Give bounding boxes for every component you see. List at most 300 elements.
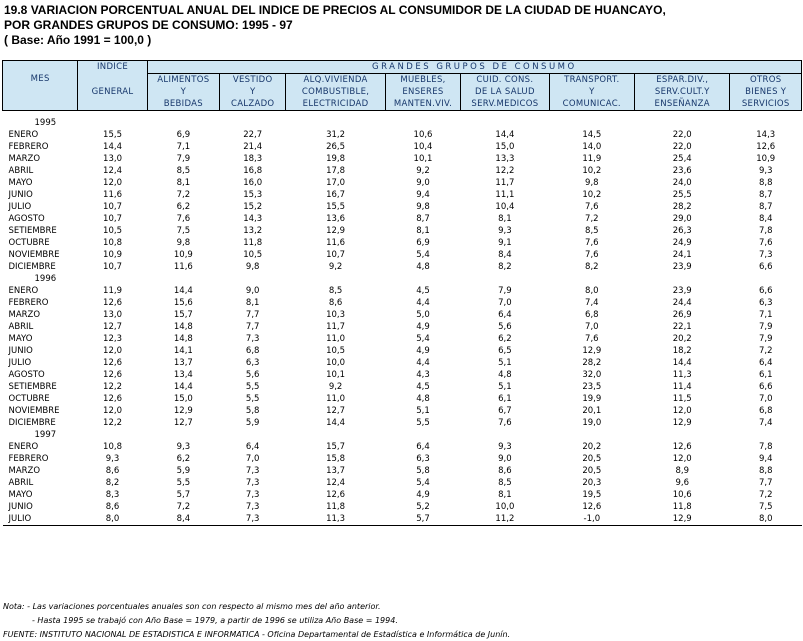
month-cell: DICIEMBRE (8, 418, 56, 428)
value-cell: 5,7 (176, 490, 191, 500)
value-cell: 5,9 (245, 418, 260, 428)
value-cell: 7,7 (758, 478, 773, 488)
value-cell: 10,9 (103, 250, 122, 260)
value-cell: 8,7 (416, 214, 430, 224)
value-cell: 24,0 (672, 178, 692, 188)
table-row (3, 237, 802, 249)
value-cell: 8,5 (328, 286, 343, 296)
month-cell: NOVIEMBRE (8, 406, 60, 416)
value-cell: 11,2 (461, 513, 549, 526)
value-cell: 6,9 (416, 238, 430, 248)
value-cell: 14,5 (582, 130, 602, 140)
table-row (3, 477, 802, 489)
value-cell: 10,7 (103, 262, 122, 272)
value-cell: 7,3 (245, 334, 260, 344)
value-cell: 11,8 (243, 238, 263, 248)
value-cell: 10,1 (413, 154, 433, 164)
value-cell: 16,7 (326, 190, 346, 200)
value-cell: 19,8 (326, 154, 346, 164)
month-cell: AGOSTO (8, 214, 45, 224)
value-cell: 7,6 (176, 214, 191, 224)
value-cell: 11,3 (672, 370, 692, 380)
month-cell: ENERO (8, 442, 39, 452)
value-cell: 6,1 (758, 370, 773, 380)
value-cell: 20,5 (582, 466, 602, 476)
value-cell: 6,8 (585, 310, 599, 320)
value-cell: 9,3 (498, 226, 512, 236)
value-cell: 25,5 (672, 190, 692, 200)
month-cell: MAYO (8, 178, 33, 188)
value-cell: 8,9 (675, 466, 689, 476)
header-group-line: MUEBLES, (400, 75, 446, 85)
year-label: 1995 (34, 118, 57, 128)
table-row (3, 489, 802, 501)
month-cell: JULIO (8, 202, 32, 212)
table-row (3, 513, 802, 526)
header-group-line: BEBIDAS (163, 99, 203, 109)
month-cell: OCTUBRE (8, 394, 50, 404)
value-cell: 10,9 (756, 154, 776, 164)
value-cell: 7,9 (498, 286, 512, 296)
value-cell: 8,6 (105, 466, 120, 476)
header-group-line: COMBUSTIBLE, (301, 87, 370, 97)
value-cell: 20,5 (582, 454, 602, 464)
value-cell: 5,6 (245, 370, 260, 380)
header-group-0 (147, 74, 219, 111)
value-cell: 7,9 (758, 334, 773, 344)
value-cell: 10,9 (173, 250, 193, 260)
table-row (3, 453, 802, 465)
header-group-6 (635, 74, 730, 111)
value-cell: 7,7 (245, 310, 260, 320)
value-cell: 7,6 (585, 238, 599, 248)
value-cell: 12,7 (326, 406, 346, 416)
value-cell: 10,6 (413, 130, 433, 140)
value-cell: 12,6 (672, 442, 692, 452)
value-cell: 31,2 (326, 130, 346, 140)
value-cell: 12,2 (495, 166, 515, 176)
value-cell: 7,3 (245, 502, 260, 512)
value-cell: 5,9 (176, 466, 191, 476)
value-cell: 5,8 (245, 406, 260, 416)
table-row (3, 405, 802, 417)
value-cell: 10,5 (103, 226, 122, 236)
header-group-line: MANTEN.VIV. (393, 99, 453, 109)
value-cell: 10,4 (413, 142, 433, 152)
value-cell: 22,0 (672, 130, 692, 140)
value-cell: 13,3 (495, 154, 515, 164)
value-cell: 8,2 (498, 262, 512, 272)
value-cell: 6,4 (416, 442, 430, 452)
header-grandes-grupos: GRANDES GRUPOS DE CONSUMO (147, 61, 801, 74)
value-cell: 16,0 (243, 178, 263, 188)
value-cell: 26,5 (326, 142, 346, 152)
value-cell: 5,4 (416, 334, 430, 344)
header-group-4 (461, 74, 549, 111)
value-cell: 20,2 (582, 442, 602, 452)
header-group-line: BIENES Y (745, 87, 787, 97)
value-cell: 8,1 (416, 226, 430, 236)
value-cell: 6,2 (176, 454, 191, 464)
header-group-line: VESTIDO (232, 75, 273, 85)
value-cell: 26,9 (672, 310, 692, 320)
value-cell: 8,2 (105, 478, 120, 488)
value-cell: 8,0 (585, 286, 599, 296)
value-cell: 7,2 (758, 490, 773, 500)
header-group-line: DE LA SALUD (474, 87, 535, 97)
value-cell: 11,6 (103, 190, 122, 200)
value-cell: 11,3 (286, 513, 385, 526)
value-cell: 11,5 (672, 394, 692, 404)
value-cell: 9,8 (585, 178, 599, 188)
month-cell: JUNIO (8, 502, 33, 512)
month-cell: MARZO (8, 466, 41, 476)
value-cell: 4,8 (416, 262, 430, 272)
value-cell: 8,1 (245, 298, 260, 308)
table-base-note: ( Base: Año 1991 = 100,0 ) (4, 33, 152, 47)
value-cell: 7,4 (758, 418, 773, 428)
value-cell: 9,1 (498, 238, 512, 248)
value-cell: 22,1 (672, 322, 692, 332)
value-cell: 10,4 (495, 202, 515, 212)
note-line-1: Nota: - Las variaciones porcentuales anuales son con respecto al mismo mes del año anterior. (3, 602, 381, 611)
value-cell: 9,8 (176, 238, 191, 248)
value-cell: 7,8 (758, 226, 773, 236)
value-cell: 4,4 (416, 298, 430, 308)
value-cell: 10,0 (326, 358, 346, 368)
value-cell: 12,0 (103, 178, 122, 188)
month-cell: FEBRERO (8, 454, 49, 464)
value-cell: 13,7 (173, 358, 193, 368)
value-cell: 17,8 (326, 166, 346, 176)
value-cell: 28,2 (582, 358, 602, 368)
month-cell: ENERO (8, 286, 39, 296)
value-cell: 14,4 (173, 286, 193, 296)
value-cell: 20,3 (582, 478, 602, 488)
value-cell: 14,4 (672, 358, 692, 368)
value-cell: 8,8 (758, 178, 773, 188)
month-cell: AGOSTO (8, 370, 45, 380)
month-cell: ABRIL (8, 478, 34, 488)
table-row (3, 297, 802, 309)
value-cell: 13,0 (103, 154, 122, 164)
header-group-line: SERV.CULT.Y (654, 87, 710, 97)
value-cell: 12,9 (672, 418, 692, 428)
value-cell: 6,6 (758, 262, 773, 272)
month-cell: MARZO (8, 154, 41, 164)
value-cell: 10,5 (243, 250, 263, 260)
value-cell: 14,4 (495, 130, 515, 140)
value-cell: 6,5 (498, 346, 512, 356)
value-cell: 17,0 (326, 178, 346, 188)
value-cell: 15,5 (326, 202, 346, 212)
value-cell: 7,5 (758, 502, 773, 512)
value-cell: 12,6 (103, 298, 122, 308)
value-cell: 9,2 (328, 262, 343, 272)
value-cell: 6,2 (176, 202, 191, 212)
table-row (3, 309, 802, 321)
month-cell: DICIEMBRE (8, 262, 56, 272)
value-cell: 24,1 (672, 250, 692, 260)
value-cell: 12,6 (326, 490, 346, 500)
month-cell: ABRIL (8, 322, 34, 332)
value-cell: 13,7 (326, 466, 346, 476)
value-cell: 12,9 (582, 346, 602, 356)
value-cell: 13,4 (173, 370, 193, 380)
value-cell: 12,3 (103, 334, 122, 344)
value-cell: 14,4 (103, 142, 122, 152)
month-cell: ABRIL (8, 166, 34, 176)
table-row (3, 465, 802, 477)
table-row (3, 357, 802, 369)
value-cell: 9,3 (758, 166, 773, 176)
value-cell: 23,5 (582, 382, 602, 392)
value-cell: 9,2 (328, 382, 343, 392)
table-row (3, 417, 802, 429)
header-group-line: CALZADO (230, 99, 275, 109)
value-cell: 6,8 (758, 406, 773, 416)
header-group-line: Y (589, 87, 595, 97)
value-cell: 14,3 (756, 130, 776, 140)
table-row (3, 213, 802, 225)
value-cell: 11,7 (326, 322, 346, 332)
month-cell: JULIO (8, 358, 32, 368)
table-row (3, 141, 802, 153)
value-cell: 12,9 (326, 226, 346, 236)
table-row (3, 321, 802, 333)
header-group-2 (286, 74, 385, 111)
value-cell: 5,2 (416, 502, 430, 512)
value-cell: 6,4 (498, 310, 512, 320)
value-cell: 7,1 (758, 310, 773, 320)
value-cell: 28,2 (672, 202, 692, 212)
year-row (3, 117, 802, 129)
value-cell: 29,0 (672, 214, 692, 224)
value-cell: 6,8 (245, 346, 260, 356)
value-cell: 4,8 (498, 370, 512, 380)
value-cell: 8,8 (758, 466, 773, 476)
value-cell: 8,3 (105, 490, 120, 500)
value-cell: 14,3 (243, 214, 263, 224)
value-cell: 9,4 (758, 454, 773, 464)
value-cell: 20,1 (582, 406, 602, 416)
value-cell: 8,5 (176, 166, 191, 176)
value-cell: 5,1 (498, 358, 512, 368)
month-cell: NOVIEMBRE (8, 250, 60, 260)
value-cell: 20,2 (672, 334, 692, 344)
value-cell: 21,4 (243, 142, 263, 152)
value-cell: 15,7 (326, 442, 346, 452)
value-cell: 10,5 (326, 346, 346, 356)
value-cell: 12,7 (173, 418, 193, 428)
value-cell: 23,6 (672, 166, 692, 176)
price-index-table (2, 60, 802, 526)
value-cell: 10,0 (495, 502, 515, 512)
value-cell: 7,5 (176, 226, 191, 236)
value-cell: 11,6 (326, 238, 346, 248)
value-cell: 7,1 (176, 142, 191, 152)
value-cell: 16,8 (243, 166, 263, 176)
value-cell: 11,1 (495, 190, 515, 200)
value-cell: 6,3 (758, 298, 773, 308)
table-row (3, 369, 802, 381)
value-cell: 32,0 (582, 370, 602, 380)
header-group-line: ALIMENTOS (157, 75, 210, 85)
value-cell: 10,6 (672, 490, 692, 500)
value-cell: 14,8 (173, 334, 193, 344)
value-cell: 15,0 (495, 142, 515, 152)
value-cell: 5,5 (245, 382, 260, 392)
value-cell: 7,2 (176, 502, 191, 512)
value-cell: 10,7 (103, 214, 122, 224)
header-group-line: ELECTRICIDAD (302, 99, 369, 109)
value-cell: 7,0 (585, 322, 599, 332)
value-cell: 4,3 (416, 370, 430, 380)
value-cell: 7,4 (585, 298, 599, 308)
value-cell: 8,4 (498, 250, 512, 260)
header-group-line: CUID. CONS. (476, 75, 534, 85)
value-cell: 6,6 (758, 382, 773, 392)
value-cell: 12,0 (672, 406, 692, 416)
value-cell: 8,4 (758, 214, 773, 224)
value-cell: 5,5 (416, 418, 430, 428)
value-cell: 12,0 (103, 406, 122, 416)
value-cell: 12,6 (103, 370, 122, 380)
value-cell: 6,4 (758, 358, 773, 368)
table-row (3, 201, 802, 213)
year-row (3, 273, 802, 285)
table-row (3, 261, 802, 273)
value-cell: 19,0 (582, 418, 602, 428)
value-cell: 14,8 (173, 322, 193, 332)
value-cell: 4,8 (416, 394, 430, 404)
value-cell: 12,4 (103, 166, 122, 176)
value-cell: 12,2 (103, 418, 122, 428)
value-cell: 23,9 (672, 262, 692, 272)
table-row (3, 177, 802, 189)
header-group-3 (385, 74, 460, 111)
month-cell: JUNIO (8, 346, 33, 356)
note-line-2: - Hasta 1995 se trabajó con Año Base = 1979, a partir de 1996 se utiliza Año Base = 1994. (32, 616, 398, 625)
header-group-line: ALQ.VIVIENDA (303, 75, 368, 85)
header-group-1 (220, 74, 286, 111)
value-cell: 4,5 (416, 286, 430, 296)
month-cell: SETIEMBRE (8, 226, 57, 236)
header-group-line: SERV.MEDICOS (471, 99, 539, 109)
table-row (3, 129, 802, 141)
value-cell: 19,5 (582, 490, 602, 500)
value-cell: 12,7 (103, 322, 122, 332)
value-cell: 9,0 (416, 178, 430, 188)
value-cell: 6,7 (498, 406, 512, 416)
value-cell: 10,2 (582, 190, 602, 200)
value-cell: 7,6 (585, 250, 599, 260)
value-cell: 24,9 (672, 238, 692, 248)
value-cell: 7,3 (245, 490, 260, 500)
value-cell: 15,7 (173, 310, 193, 320)
table-row (3, 333, 802, 345)
value-cell: 13,6 (326, 214, 346, 224)
value-cell: 15,0 (173, 394, 193, 404)
value-cell: 8,0 (78, 513, 147, 526)
header-mes: MES (3, 61, 78, 111)
value-cell: 5,0 (416, 310, 430, 320)
header-group-line: TRANSPORT. (564, 75, 620, 85)
value-cell: 11,0 (326, 394, 346, 404)
table-row (3, 285, 802, 297)
header-group-line: ENSERES (402, 87, 444, 97)
source-note: FUENTE: INSTITUTO NACIONAL DE ESTADISTICA E INFORMATICA - Oficina Departamental de Estadística e Informática de Junín. (3, 630, 511, 639)
header-group-7 (730, 74, 802, 111)
header-group-line: Y (180, 87, 187, 97)
value-cell: 7,0 (758, 394, 773, 404)
value-cell: -1,0 (549, 513, 634, 526)
value-cell: 6,4 (245, 442, 260, 452)
value-cell: 7,6 (585, 334, 599, 344)
value-cell: 23,9 (672, 286, 692, 296)
header-group-line: ENSEÑANZA (654, 99, 710, 109)
month-cell: MAYO (8, 490, 33, 500)
value-cell: 7,6 (758, 238, 773, 248)
value-cell: 9,3 (498, 442, 512, 452)
header-group-5 (549, 74, 634, 111)
value-cell: 12,6 (756, 142, 776, 152)
table-row (3, 393, 802, 405)
value-cell: 5,5 (176, 478, 191, 488)
value-cell: 7,8 (758, 442, 773, 452)
value-cell: 9,8 (245, 262, 260, 272)
value-cell: 15,8 (326, 454, 346, 464)
value-cell: 13,2 (243, 226, 263, 236)
month-cell: OCTUBRE (8, 238, 50, 248)
value-cell: 7,2 (585, 214, 599, 224)
table-row (3, 441, 802, 453)
value-cell: 11,8 (672, 502, 692, 512)
value-cell: 12,6 (103, 394, 122, 404)
value-cell: 22,7 (243, 130, 263, 140)
value-cell: 15,3 (243, 190, 263, 200)
value-cell: 6,3 (245, 358, 260, 368)
value-cell: 7,6 (585, 202, 599, 212)
value-cell: 10,1 (326, 370, 346, 380)
value-cell: 5,1 (416, 406, 430, 416)
value-cell: 8,6 (105, 502, 120, 512)
value-cell: 5,1 (498, 382, 512, 392)
value-cell: 7,2 (176, 190, 191, 200)
table-row (3, 345, 802, 357)
value-cell: 9,2 (416, 166, 430, 176)
value-cell: 12,0 (103, 346, 122, 356)
value-cell: 8,2 (585, 262, 599, 272)
value-cell: 12,6 (582, 502, 602, 512)
value-cell: 8,5 (498, 478, 512, 488)
month-cell: JULIO (3, 513, 78, 526)
value-cell: 10,8 (103, 238, 122, 248)
table-row (3, 225, 802, 237)
month-cell: MARZO (8, 310, 41, 320)
value-cell: 11,4 (672, 382, 692, 392)
value-cell: 14,4 (326, 418, 346, 428)
value-cell: 4,4 (416, 358, 430, 368)
value-cell: 26,3 (672, 226, 692, 236)
value-cell: 6,6 (758, 286, 773, 296)
value-cell: 7,0 (245, 454, 260, 464)
value-cell: 12,4 (326, 478, 346, 488)
value-cell: 11,8 (326, 502, 346, 512)
value-cell: 12,9 (173, 406, 193, 416)
header-group-line: ESPAR.DIV., (656, 75, 709, 85)
table-row (3, 381, 802, 393)
